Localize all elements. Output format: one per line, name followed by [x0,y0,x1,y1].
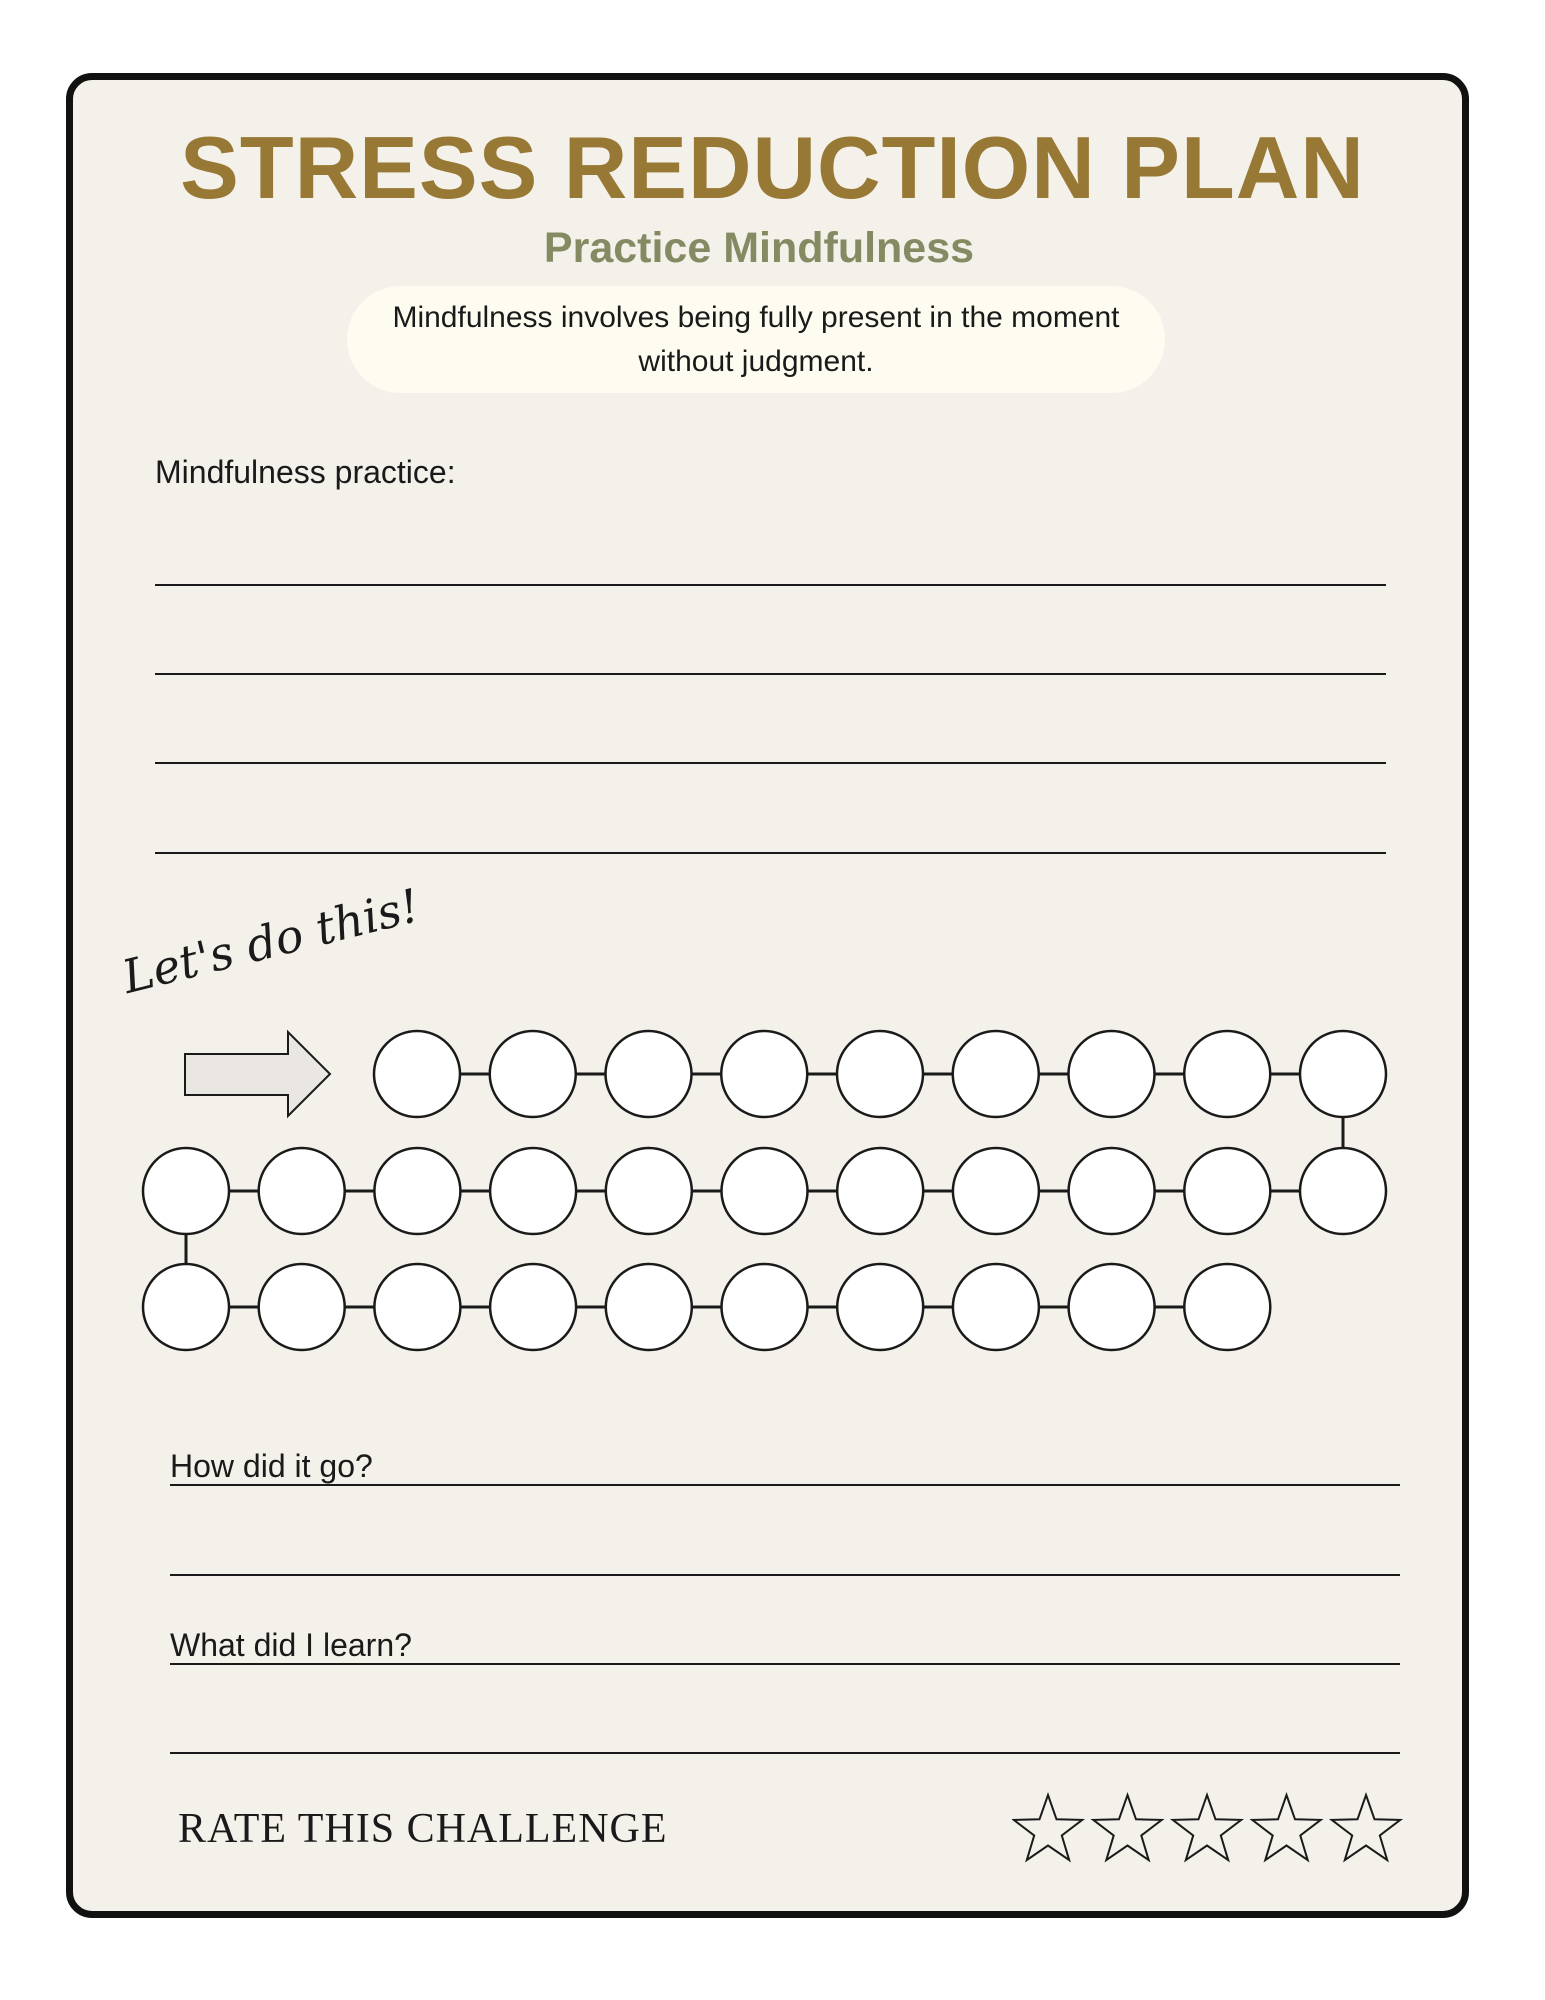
how-did-it-go-label: How did it go? [170,1448,373,1484]
tracker-circle-7[interactable] [1069,1031,1155,1117]
tracker-circle-9[interactable] [1300,1031,1386,1117]
tracker-circle-17[interactable] [953,1148,1039,1234]
page-subtitle: Practice Mindfulness [543,224,975,272]
star-icon[interactable] [1332,1795,1400,1860]
how-write-line[interactable] [170,1574,1400,1576]
star-icon[interactable] [1252,1795,1320,1860]
star-icon[interactable] [1173,1795,1241,1860]
tracker-circle-2[interactable] [490,1031,576,1117]
tracker-circle-20[interactable] [1300,1148,1386,1234]
tracker-circle-8[interactable] [1184,1031,1270,1117]
tracker-circle-6[interactable] [953,1031,1039,1117]
learn-write-line[interactable] [170,1752,1400,1754]
tracker-circle-25[interactable] [606,1264,692,1350]
tracker-circle-10[interactable] [143,1148,229,1234]
star-rating[interactable] [1012,1790,1412,1870]
tracker-circle-21[interactable] [143,1264,229,1350]
tracker-circle-13[interactable] [490,1148,576,1234]
learn-write-line[interactable] [170,1663,1400,1665]
tracker-circle-12[interactable] [374,1148,460,1234]
tracker-circle-28[interactable] [953,1264,1039,1350]
tracker-circle-26[interactable] [722,1264,808,1350]
tracker-circle-1[interactable] [374,1031,460,1117]
tracker-circle-22[interactable] [259,1264,345,1350]
tracker-circle-3[interactable] [606,1031,692,1117]
tracker-circle-11[interactable] [259,1148,345,1234]
rate-challenge-label: RATE THIS CHALLENGE [178,1806,668,1852]
how-write-line[interactable] [170,1484,1400,1486]
practice-label: Mindfulness practice: [155,454,456,490]
lets-do-this-script: Let's do this! [116,878,425,1004]
tracker-circle-27[interactable] [837,1264,923,1350]
arrow-right-icon [185,1032,330,1116]
tracker-circle-23[interactable] [374,1264,460,1350]
tracker-circle-29[interactable] [1069,1264,1155,1350]
tracker-circle-30[interactable] [1184,1264,1270,1350]
tracker-circle-5[interactable] [837,1031,923,1117]
description-text: Mindfulness involves being fully present in the moment without judgment. [392,300,1120,378]
what-did-i-learn-label: What did I learn? [170,1627,412,1663]
tracker-circle-15[interactable] [722,1148,808,1234]
tracker-circle-14[interactable] [606,1148,692,1234]
tracker-circles [143,1031,1386,1350]
star-icon[interactable] [1014,1795,1082,1860]
tracker-circle-18[interactable] [1069,1148,1155,1234]
page-title: STRESS REDUCTION PLAN [180,118,1365,217]
tracker-circle-16[interactable] [837,1148,923,1234]
tracker-circle-4[interactable] [721,1031,807,1117]
tracker-circle-24[interactable] [490,1264,576,1350]
star-icon[interactable] [1093,1795,1161,1860]
tracker-circle-19[interactable] [1184,1148,1270,1234]
